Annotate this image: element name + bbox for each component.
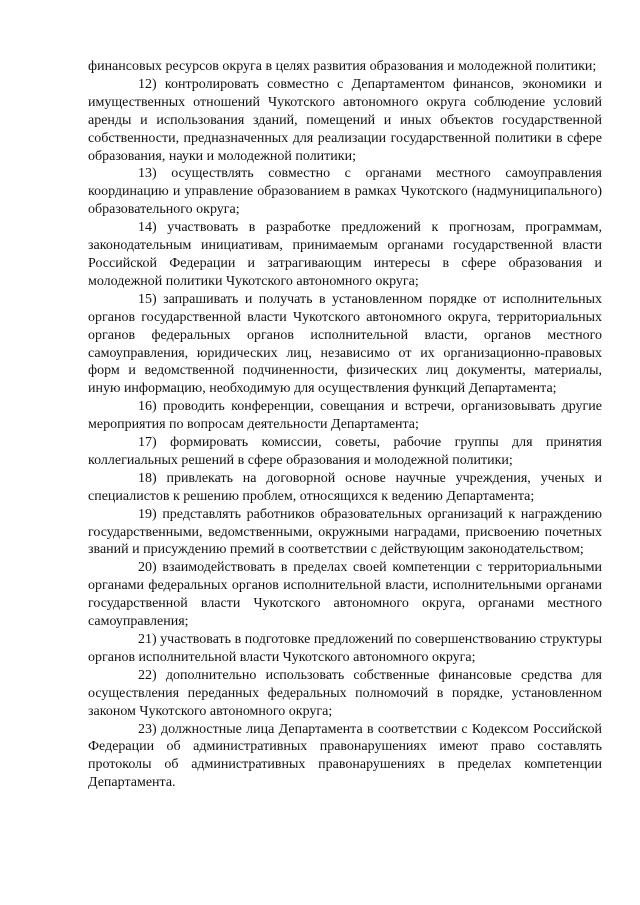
list-item-16: 16) проводить конференции, совещания и встречи, организовывать другие мероприятия по вопросам деятельности Департамента; bbox=[88, 399, 602, 433]
list-item-17: 17) формировать комиссии, советы, рабочие группы для принятия коллегиальных решений в сфере образования и молодежной политики; bbox=[88, 435, 602, 468]
list-item-23: 23) должностные лица Департамента в соответствии с Кодексом Российской Федерации об административных правонарушениях имеют право составлять протоколы об административных правонарушениях в пределах компетенции Департамента. bbox=[88, 721, 602, 791]
list-item-22: 22) дополнительно использовать собственные финансовые средства для осуществления переданных федеральных полномочий в порядке, установленном законом Чукотского автономного округа; bbox=[88, 667, 602, 719]
list-item-20: 20) взаимодействовать в пределах своей компетенции с территориальными органами федеральных органов исполнительной власти, исполнительными органами государственной власти Чукотского автономного округа, органами местного самоуправления; bbox=[88, 560, 602, 630]
document-page bbox=[88, 58, 602, 792]
list-item-12: 12) контролировать совместно с Департаментом финансов, экономики и имущественных отношений Чукотского автономного округа соблюдение условий аренды и использования зданий, помещений и иных объектов государственной собственности, предназначенных для реализации государственной политики в сфере образования, науки и молодежной политики; bbox=[88, 76, 602, 164]
list-item-14: 14) участвовать в разработке предложений к прогнозам, программам, законодательным инициативам, принимаемым органами государственной власти Российской Федерации и затрагивающим интересы в сфере образования и молодежной политики Чукотского автономного округа; bbox=[88, 220, 602, 289]
list-item-19: 19) представлять работников образовательных организаций к награждению государственными, ведомственными, окружными наградами, присвоению почетных званий и присуждению премий в соответствии с действующим законодательством; bbox=[88, 506, 602, 558]
list-item-13: 13) осуществлять совместно с органами местного самоуправления координацию и управление образованием в рамках Чукотского (надмуниципального) образовательного округа; bbox=[88, 166, 602, 218]
paragraph-continuation: финансовых ресурсов округа в целях развития образования и молодежной политики; bbox=[88, 59, 597, 74]
list-item-18: 18) привлекать на договорной основе научные учреждения, ученых и специалистов к решению проблем, относящихся к ведению Департамента; bbox=[88, 470, 602, 504]
list-item-21: 21) участвовать в подготовке предложений по совершенствованию структуры органов исполнительной власти Чукотского автономного округа; bbox=[88, 632, 602, 665]
list-item-15: 15) запрашивать и получать в установленном порядке от исполнительных органов государственной власти Чукотского автономного округа, территориальных органов федеральных органов исполнительной власти, органов местного самоуправления, юридических лиц, независимо от их организационно-правовых форм и ведомственной подчиненности, физических лиц документы, материалы, иную информацию, необходимую для осуществления функций Департамента; bbox=[88, 291, 602, 397]
